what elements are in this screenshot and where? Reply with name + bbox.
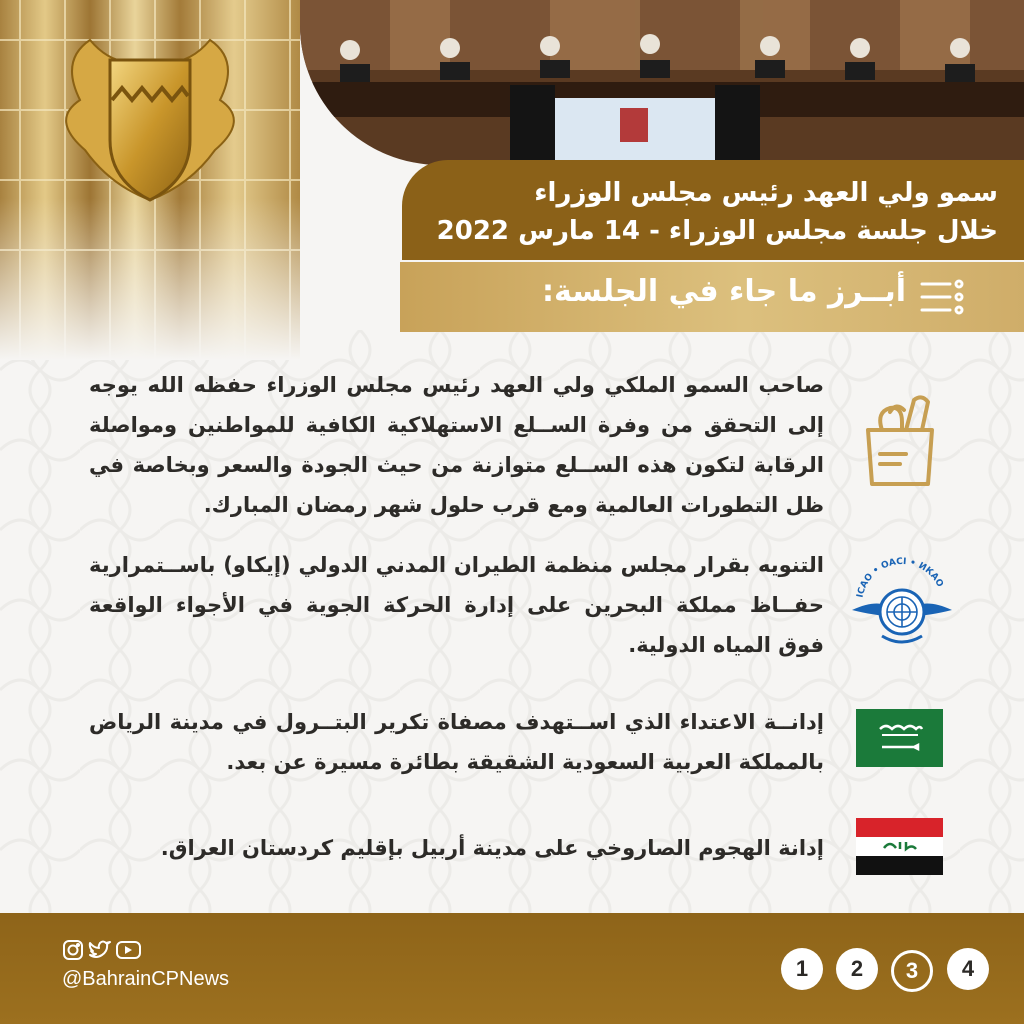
icao-logo-text: ICAO • OACI • ИКАО — [855, 556, 945, 599]
gold-curtain-emblem — [0, 0, 300, 360]
youtube-icon[interactable] — [117, 942, 140, 958]
list-icon — [920, 279, 964, 315]
social-icons — [62, 939, 142, 961]
news-item-1-text: صاحب السمو الملكي ولي العهد رئيس مجلس الوزراء حفظه الله يوجه إلى التحقق من وفرة الســلع الاستهلاكية الكافية للمواطنين ومواصلة الرقابة لتكون هذه الســلع متوازنة من حيث الجودة والسعر وبخاصة في ظل التطورات العالمية ومع قرب حلول شهر رمضان المبارك. — [89, 373, 824, 517]
grocery-bag-icon — [862, 392, 938, 488]
headline-banner — [402, 160, 1024, 260]
page-indicator-4[interactable]: 4 — [947, 948, 989, 990]
instagram-icon[interactable] — [64, 941, 82, 959]
page-indicator-1[interactable]: 1 — [781, 948, 823, 990]
twitter-icon[interactable] — [90, 942, 110, 958]
saudi-flag — [856, 709, 943, 767]
cabinet-meeting-photo — [300, 0, 1024, 165]
page-indicator-3-current[interactable]: 3 — [891, 950, 933, 992]
news-item-3-text: إدانــة الاعتداء الذي اســتهدف مصفاة تكرير البتــرول في مدينة الرياض بالمملكة العربية السعودية الشقيقة بطائرة مسيرة عن بعد. — [89, 710, 824, 774]
page-indicator-2[interactable]: 2 — [836, 948, 878, 990]
social-handle[interactable]: @BahrainCPNews — [62, 968, 230, 990]
icao-logo — [848, 556, 956, 656]
highlights-title: أبــرز ما جاء في الجلسة: — [542, 274, 906, 309]
highlights-banner — [400, 262, 1024, 332]
headline-line-2: خلال جلسة مجلس الوزراء - 14 مارس 2022 — [436, 216, 998, 246]
iraq-flag — [856, 818, 943, 875]
headline-line-1: سمو ولي العهد رئيس مجلس الوزراء — [534, 178, 998, 208]
news-item-4-text: إدانة الهجوم الصاروخي على مدينة أربيل بإقليم كردستان العراق. — [160, 836, 824, 860]
news-item-2-text: التنويه بقرار مجلس منظمة الطيران المدني الدولي (إيكاو) باســتمرارية حفــاظ مملكة البحرين على إدارة الحركة الجوية في الأجواء الواقعة فوق المياه الدولية. — [89, 553, 824, 657]
